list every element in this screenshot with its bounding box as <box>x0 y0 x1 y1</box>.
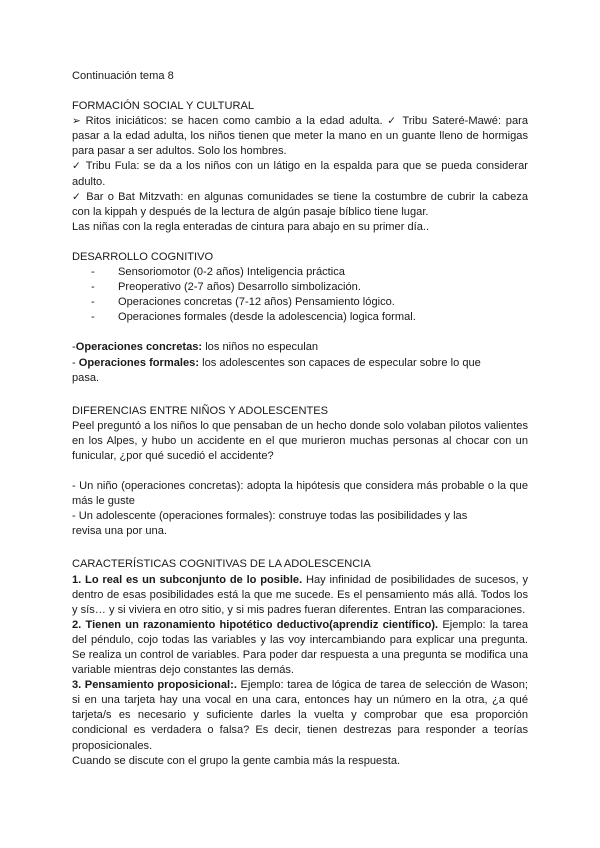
check-icon: ✓ <box>72 190 82 203</box>
check-icon: ✓ <box>72 160 82 173</box>
section-heading-caracteristicas: CARACTERÍSTICAS COGNITIVAS DE LA ADOLESCENCIA <box>72 558 371 571</box>
formales-prefix: - <box>72 356 79 369</box>
check-icon: ✓ <box>387 115 398 128</box>
formales-text: los adolescentes son capaces de especular sobre lo que <box>199 356 481 369</box>
list-item <box>72 265 528 280</box>
paragraph-nino: - Un niño (operaciones concretas): adopta la hipótesis que considera más probable o la que más le guste <box>72 480 528 508</box>
paragraph-adolescente-cont: revisa una por una. <box>72 525 167 538</box>
arrow-bullet-icon: ➢ <box>72 115 81 128</box>
fula-text: Tribu Fula: se da a los niños con un látigo en la espalda para que se pueda considerar adulto. <box>72 160 528 188</box>
paragraph-grupo: Cuando se discute con el grupo la gente cambia más la respuesta. <box>72 754 401 767</box>
item-2-text: Ejemplo: la tarea del péndulo, cojo todas las variables y las voy intercambiando para explicar una pregunta. Se realiza un control de variables. Para poder dar respuesta a una pregunta se modifica una variable mientras dejo constantes las demás. <box>72 618 528 677</box>
item-3-label: 3. Pensamiento proposicional:. <box>72 679 237 692</box>
paragraph-item-2 <box>72 618 528 678</box>
list-item <box>72 280 528 295</box>
paragraph-formales-cont: pasa. <box>72 371 100 384</box>
paragraph-bar-mitzvah <box>72 190 528 220</box>
dash-bullet: - <box>91 281 95 294</box>
concretas-text: los niños no especulan <box>202 341 319 354</box>
concretas-prefix: - <box>72 341 76 354</box>
paragraph-item-3 <box>72 678 528 753</box>
dash-bullet: - <box>91 311 95 324</box>
satere-text: Tribu Sateré-Mawé: para pasar a la edad adulta, los niños tienen que meter la mano en un guante lleno de hormigas para pasar a ser adultos. Solo los hombres. <box>72 115 528 158</box>
paragraph-peel: Peel preguntó a los niños lo que pensaban de un hecho donde solo volaban pilotos valientes en los Alpes, y hubo un accidente en el que murieron muchas personas al chocar con un funicular, ¿por qué sucedió el accidente? <box>72 419 528 462</box>
formales-label: Operaciones formales: <box>78 356 200 369</box>
paragraph-ritos <box>72 114 528 159</box>
paragraph-item-1 <box>72 573 528 618</box>
bar-text: Bar o Bat Mitzvath: en algunas comunidades se tiene la costumbre de cubrir la cabeza con la kippah y después de la lectura de algún pasaje bíblico tiene lugar. <box>72 190 528 218</box>
section-heading-formacion: FORMACIÓN SOCIAL Y CULTURAL <box>72 100 255 113</box>
paragraph-formales <box>72 356 528 371</box>
paragraph-fula <box>72 159 528 189</box>
ritos-text: Ritos iniciáticos: se hacen como cambio a la edad adulta. <box>80 115 388 128</box>
stages-list <box>72 265 528 325</box>
list-item <box>72 295 528 310</box>
list-item-text: Preoperativo (2-7 años) Desarrollo simbolización. <box>118 281 361 294</box>
document-title: Continuación tema 8 <box>72 70 174 82</box>
list-item-text: Sensoriomotor (0-2 años) Inteligencia práctica <box>118 266 345 279</box>
item-3-text: Ejemplo: tarea de lógica de tarea de selección de Wason; si en una tarjeta hay una vocal en una cara, entonces hay un número en la otra, ¿a qué tarjeta/s es necesario y suficiente darles la vuelta y comprobar que esa proporción condicional es verdadera o falsa? Es decir, tienen destrezas para responder a teorías proposicionales. <box>72 679 528 752</box>
list-item <box>72 310 528 325</box>
item-1-label: 1. Lo real es un subconjunto de lo posible. <box>72 573 303 586</box>
dash-bullet: - <box>91 266 95 279</box>
section-heading-diferencias: DIFERENCIAS ENTRE NIÑOS Y ADOLESCENTES <box>72 404 329 417</box>
paragraph-ninas: Las niñas con la regla enteradas de cintura para abajo en su primer día.. <box>72 220 430 233</box>
paragraph-adolescente: - Un adolescente (operaciones formales): construye todas las posibilidades y las <box>72 510 468 523</box>
paragraph-concretas <box>72 340 528 355</box>
concretas-label: Operaciones concretas: <box>75 341 203 354</box>
list-item-text: Operaciones concretas (7-12 años) Pensamiento lógico. <box>118 296 395 309</box>
item-2-label: 2. Tienen un razonamiento hipotético deductivo(aprendiz científico). <box>72 618 439 631</box>
section-heading-desarrollo: DESARROLLO COGNITIVO <box>72 250 214 263</box>
item-1-text: Hay infinidad de posibilidades de sucesos, y dentro de esas posibilidades está la que me sucede. Es el pensamiento más allá. Todos los y sís… y si viviera en otro sitio, y si mis padres fueran diferentes. Entran las comparaciones. <box>72 573 528 616</box>
dash-bullet: - <box>91 296 95 309</box>
list-item-text: Operaciones formales (desde la adolescencia) logica formal. <box>118 311 416 324</box>
